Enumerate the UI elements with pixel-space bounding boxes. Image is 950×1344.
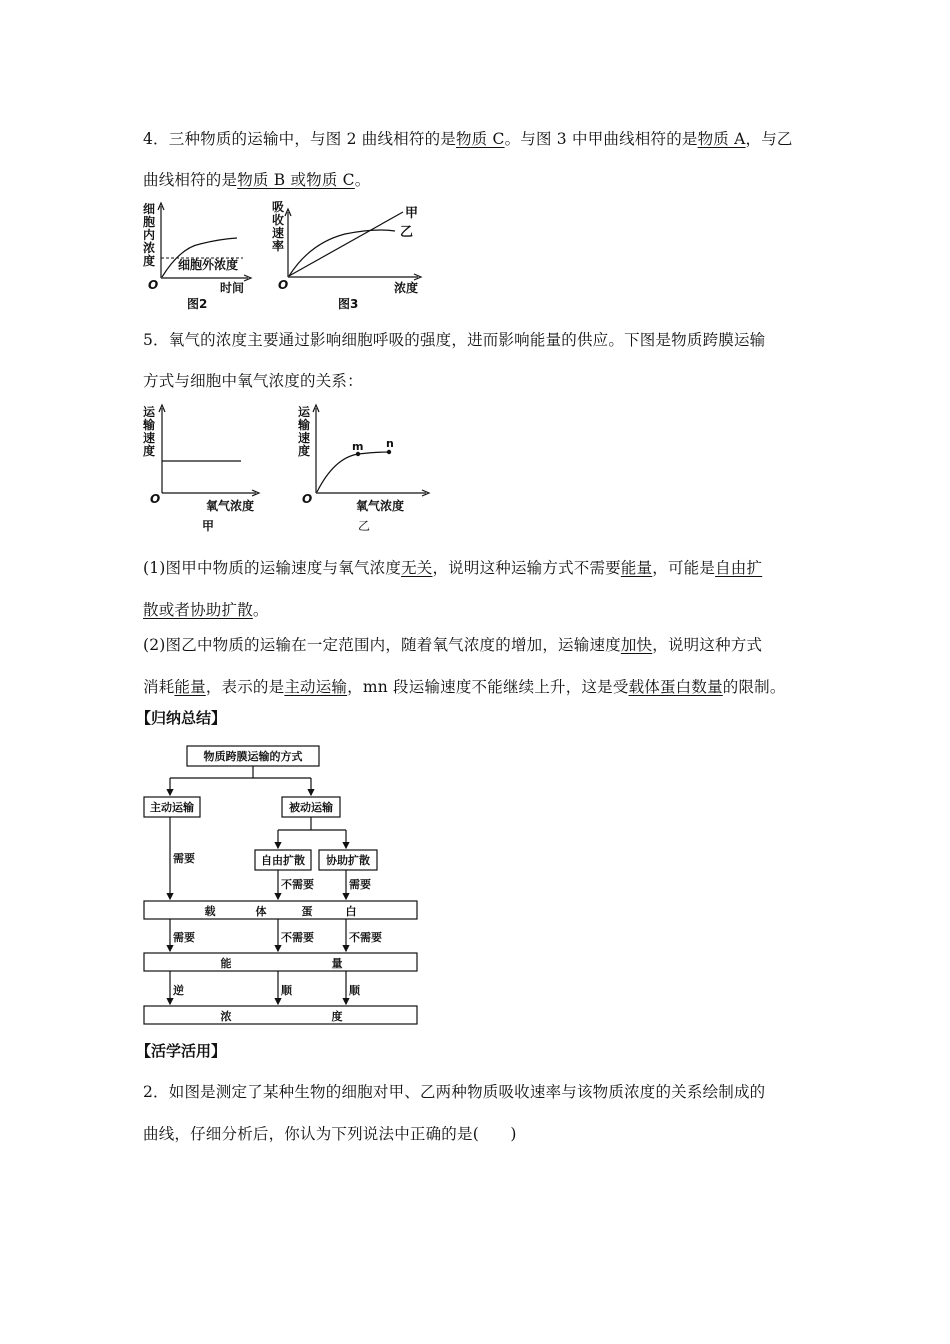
p2-text: ，mn 段运输速度不能继续上升，这是受 [347,678,629,696]
flow-along-label: 顺 [281,984,292,997]
yi-point-n [387,450,391,454]
practice-heading: 【活学活用】 [136,1042,227,1060]
flow-no-need-label: 不需要 [281,931,314,944]
figure-3 [270,198,430,315]
answer-blank: 加快 [620,636,653,654]
fig3-series-yi: 乙 [400,225,414,240]
yi-xlabel: 氧气浓度 [356,499,405,513]
answer-blank: 载体蛋白数量 [628,678,723,696]
p2-line1 [143,633,762,655]
yi-label-n: n [386,437,394,450]
q4-text: ，与乙 [745,130,793,148]
fig3-ylabel-char: 吸 [272,200,285,214]
yi-ylabel-char: 速 [298,431,311,445]
flow-concentration-char: 浓 [220,1010,232,1023]
p2-text: ，表示的是 [205,678,285,696]
fig3-xlabel: 浓度 [394,281,419,295]
answer-blank: 物质 C [455,130,505,148]
flow-no-need-label: 不需要 [281,878,314,891]
yi-origin: O [302,492,313,506]
p1-line2 [143,598,269,620]
answer-blank: 散或者协助扩散 [143,601,253,619]
fig3-curve-yi [289,230,395,276]
q4-text: 。与图 3 中甲曲线相符的是 [504,130,698,148]
fig3-ylabel-char: 收 [272,213,285,227]
flow-energy-char: 能 [220,957,232,970]
q2-line2: 曲线，仔细分析后，你认为下列说法中正确的是( ) [143,1125,517,1143]
flow-carrier-char: 蛋 [301,905,313,918]
p1-text: (1)图甲中物质的运输速度与氧气浓度 [143,559,402,577]
q4-line2 [143,168,370,190]
jia-ylabel-char: 输 [143,418,156,432]
fig3-origin: O [278,278,289,292]
flow-passive-label: 被动运输 [289,801,333,814]
flow-energy-char: 量 [331,957,343,970]
fig3-ylabel-char: 率 [272,239,285,253]
p2-line2 [143,675,786,697]
fig2-ylabel-char: 度 [143,254,156,268]
flow-facilitated-label: 协助扩散 [326,854,370,867]
flow-need-label: 需要 [349,878,371,891]
jia-ylabel-char: 速 [143,431,156,445]
q4-text: 4．三种物质的运输中，与图 2 曲线相符的是 [143,130,456,148]
jia-ylabel-char: 度 [143,444,156,458]
p2-text: 消耗 [143,678,175,696]
flow-carrier-char: 载 [204,905,216,918]
figure-2 [140,200,255,315]
answer-blank: 物质 B 或物质 C [237,171,355,189]
jia-ylabel-char: 运 [143,405,156,419]
yi-ylabel-char: 度 [298,444,311,458]
q4-text: 。 [354,171,371,189]
fig3-ylabel-char: 速 [272,226,285,240]
summary-heading: 【归纳总结】 [136,709,227,727]
fig2-caption: 图2 [187,297,208,311]
q2-line1: 2．如图是测定了某种生物的细胞对甲、乙两种物质吸收速率与该物质浓度的关系绘制成的 [143,1083,766,1101]
jia-caption: 甲 [202,519,215,533]
flow-against-label: 逆 [173,984,184,997]
p1-line1 [143,556,762,578]
answer-blank: 能量 [174,678,206,696]
fig3-curve-jia [289,212,403,276]
jia-origin: O [150,492,161,506]
fig3-series-jia: 甲 [405,206,419,221]
fig2-ylabel-char: 细 [143,202,156,216]
q4-text: 曲线相符的是 [143,171,238,189]
flow-active-label: 主动运输 [150,801,194,814]
fig2-xlabel: 时间 [220,281,245,295]
figure-jia [140,402,270,537]
yi-ylabel-char: 运 [298,405,311,419]
flow-along-label: 顺 [349,984,360,997]
flow-root-label: 物质跨膜运输的方式 [203,750,303,763]
fig3-caption: 图3 [338,297,359,311]
answer-blank: 自由扩 [715,559,763,577]
flow-carrier-bar [144,901,417,919]
jia-xlabel: 氧气浓度 [206,499,255,513]
flow-carrier-char: 体 [255,905,267,918]
q4-line1 [143,127,793,149]
q5-line1: 5．氧气的浓度主要通过影响细胞呼吸的强度，进而影响能量的供应。下图是物质跨膜运输 [143,331,766,349]
p1-text: ，可能是 [652,559,716,577]
yi-caption: 乙 [358,519,371,533]
flow-carrier-char: 白 [345,905,357,918]
flow-need-label: 需要 [173,931,195,944]
fig2-dashed-label: 细胞外浓度 [178,258,239,272]
flow-need-label: 需要 [173,852,195,865]
p2-text: (2)图乙中物质的运输在一定范围内，随着氧气浓度的增加，运输速度 [143,636,621,654]
figure-yi [296,402,436,537]
yi-label-m: m [352,440,364,453]
flow-energy-bar [144,953,417,971]
flow-free-label: 自由扩散 [261,854,305,867]
flow-concentration-char: 度 [331,1010,343,1023]
p1-text: 。 [252,601,269,619]
p1-text: ，说明这种运输方式不需要 [432,559,621,577]
p2-text: 的限制。 [722,678,786,696]
fig2-ylabel-char: 内 [143,228,156,242]
flow-no-need-label: 不需要 [349,931,382,944]
fig2-origin: O [148,278,159,292]
answer-blank: 物质 A [697,130,746,148]
fig2-ylabel-char: 胞 [143,215,156,229]
fig2-ylabel-char: 浓 [143,241,156,255]
yi-ylabel-char: 输 [298,418,311,432]
answer-blank: 能量 [620,559,653,577]
answer-blank: 无关 [401,559,433,577]
q5-line2: 方式与细胞中氧气浓度的关系： [143,372,363,390]
answer-blank: 主动运输 [284,678,348,696]
yi-curve [317,452,389,492]
flow-concentration-bar [144,1006,417,1024]
flowchart [140,738,425,1030]
p2-text: ，说明这种方式 [652,636,763,654]
